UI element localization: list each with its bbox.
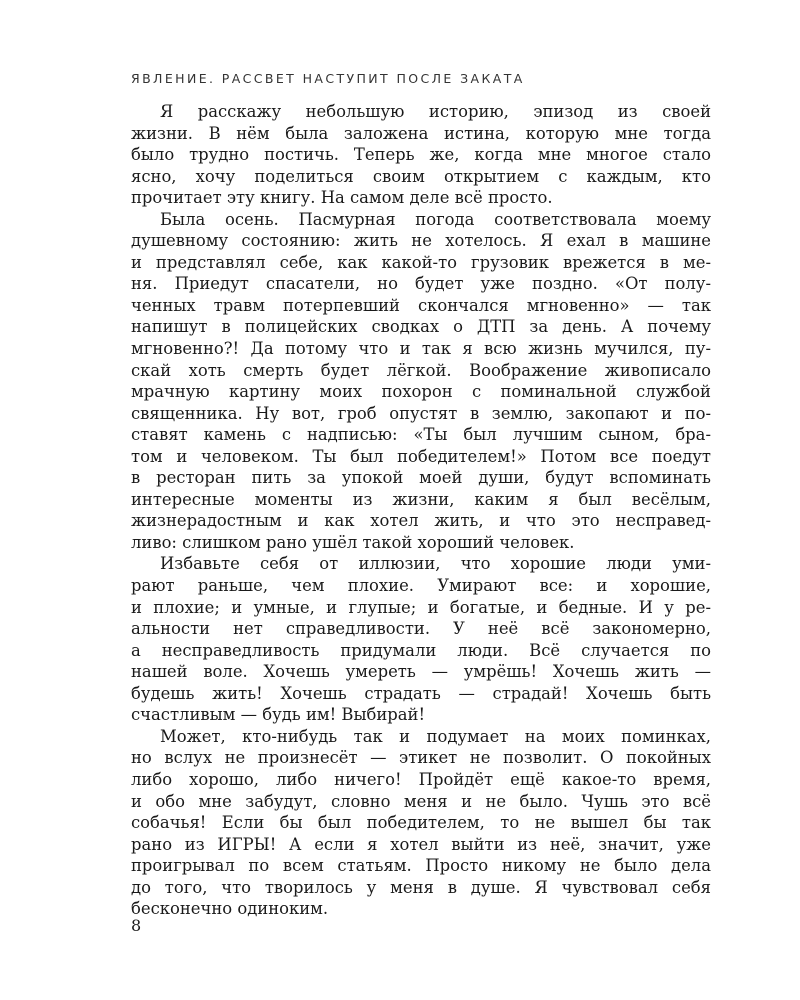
text-line: ченных травм потерпевший скончался мгновенно» — так bbox=[131, 295, 711, 315]
text-line: скай хоть смерть будет лёгкой. Воображение живописало bbox=[131, 360, 711, 380]
text-line: и представлял себе, как какой-то грузовик врежется в ме- bbox=[131, 252, 711, 272]
text-line: душевному состоянию: жить не хотелось. Я ехал в машине bbox=[131, 231, 711, 251]
body-text bbox=[131, 101, 711, 920]
text-line: жизни. В нём была заложена истина, которую мне тогда bbox=[131, 123, 711, 143]
text-line: до того, что творилось у меня в душе. Я чувствовал себя bbox=[131, 877, 711, 897]
text-line: рают раньше, чем плохие. Умирают все: и хорошие, bbox=[131, 576, 711, 596]
text-line: нашей воле. Хочешь умереть — умрёшь! Хочешь жить — bbox=[131, 662, 711, 682]
text-line: Избавьте себя от иллюзии, что хорошие люди уми- bbox=[160, 554, 711, 574]
text-line: а несправедливость придумали люди. Всё случается по bbox=[131, 640, 711, 660]
text-line: прочитает эту книгу. На самом деле всё просто. bbox=[131, 188, 553, 208]
text-line: и плохие; и умные, и глупые; и богатые, и бедные. И у ре- bbox=[131, 597, 711, 617]
text-line: альности нет справедливости. У неё всё закономерно, bbox=[131, 619, 711, 639]
text-line: собачья! Если бы был победителем, то не вышел бы так bbox=[131, 813, 711, 833]
text-line: ясно, хочу поделиться своим открытием с каждым, кто bbox=[131, 166, 711, 186]
page-number: 8 bbox=[131, 916, 142, 935]
text-line: ставят камень с надписью: «Ты был лучшим сыном, бра- bbox=[131, 425, 711, 445]
text-line: священника. Ну вот, гроб опустят в землю, закопают и по- bbox=[131, 403, 711, 423]
text-line: было трудно постичь. Теперь же, когда мне многое стало bbox=[131, 145, 711, 165]
text-line: рано из ИГРЫ! А если я хотел выйти из неё, значит, уже bbox=[131, 834, 711, 854]
text-line: бесконечно одиноким. bbox=[131, 899, 329, 919]
text-line: проигрывал по всем статьям. Просто никому не было дела bbox=[131, 856, 711, 876]
text-line: ня. Приедут спасатели, но будет уже поздно. «От полу- bbox=[131, 274, 711, 294]
text-line: ливо: слишком рано ушёл такой хороший человек. bbox=[131, 532, 575, 552]
text-line: в ресторан пить за упокой моей души, будут вспоминать bbox=[131, 468, 711, 488]
text-line: счастливым — будь им! Выбирай! bbox=[131, 705, 426, 725]
text-line: либо хорошо, либо ничего! Пройдёт ещё какое-то время, bbox=[131, 769, 711, 789]
text-line: но вслух не произнесёт — этикет не позволит. О покойных bbox=[131, 748, 711, 768]
text-line: Я расскажу небольшую историю, эпизод из своей bbox=[160, 102, 711, 121]
text-line: и обо мне забудут, словно меня и не было. Чушь это всё bbox=[131, 791, 711, 811]
text-line: мрачную картину моих похорон с поминальной службой bbox=[131, 382, 711, 402]
text-line: Была осень. Пасмурная погода соответствовала моему bbox=[160, 209, 711, 229]
running-head: ЯВЛЕНИЕ. РАССВЕТ НАСТУПИТ ПОСЛЕ ЗАКАТА bbox=[131, 71, 525, 86]
text-line: интересные моменты из жизни, каким я был весёлым, bbox=[131, 489, 711, 509]
text-line: будешь жить! Хочешь страдать — страдай! Хочешь быть bbox=[131, 683, 711, 703]
text-line: Может, кто-нибудь так и подумает на моих поминках, bbox=[160, 726, 711, 746]
text-line: напишут в полицейских сводках о ДТП за день. А почему bbox=[131, 317, 711, 337]
text-line: жизнерадостным и как хотел жить, и что это несправед- bbox=[131, 511, 711, 531]
text-line: том и человеком. Ты был победителем!» Потом все поедут bbox=[131, 446, 711, 466]
text-line: мгновенно?! Да потому что и так я всю жизнь мучился, пу- bbox=[131, 339, 711, 359]
